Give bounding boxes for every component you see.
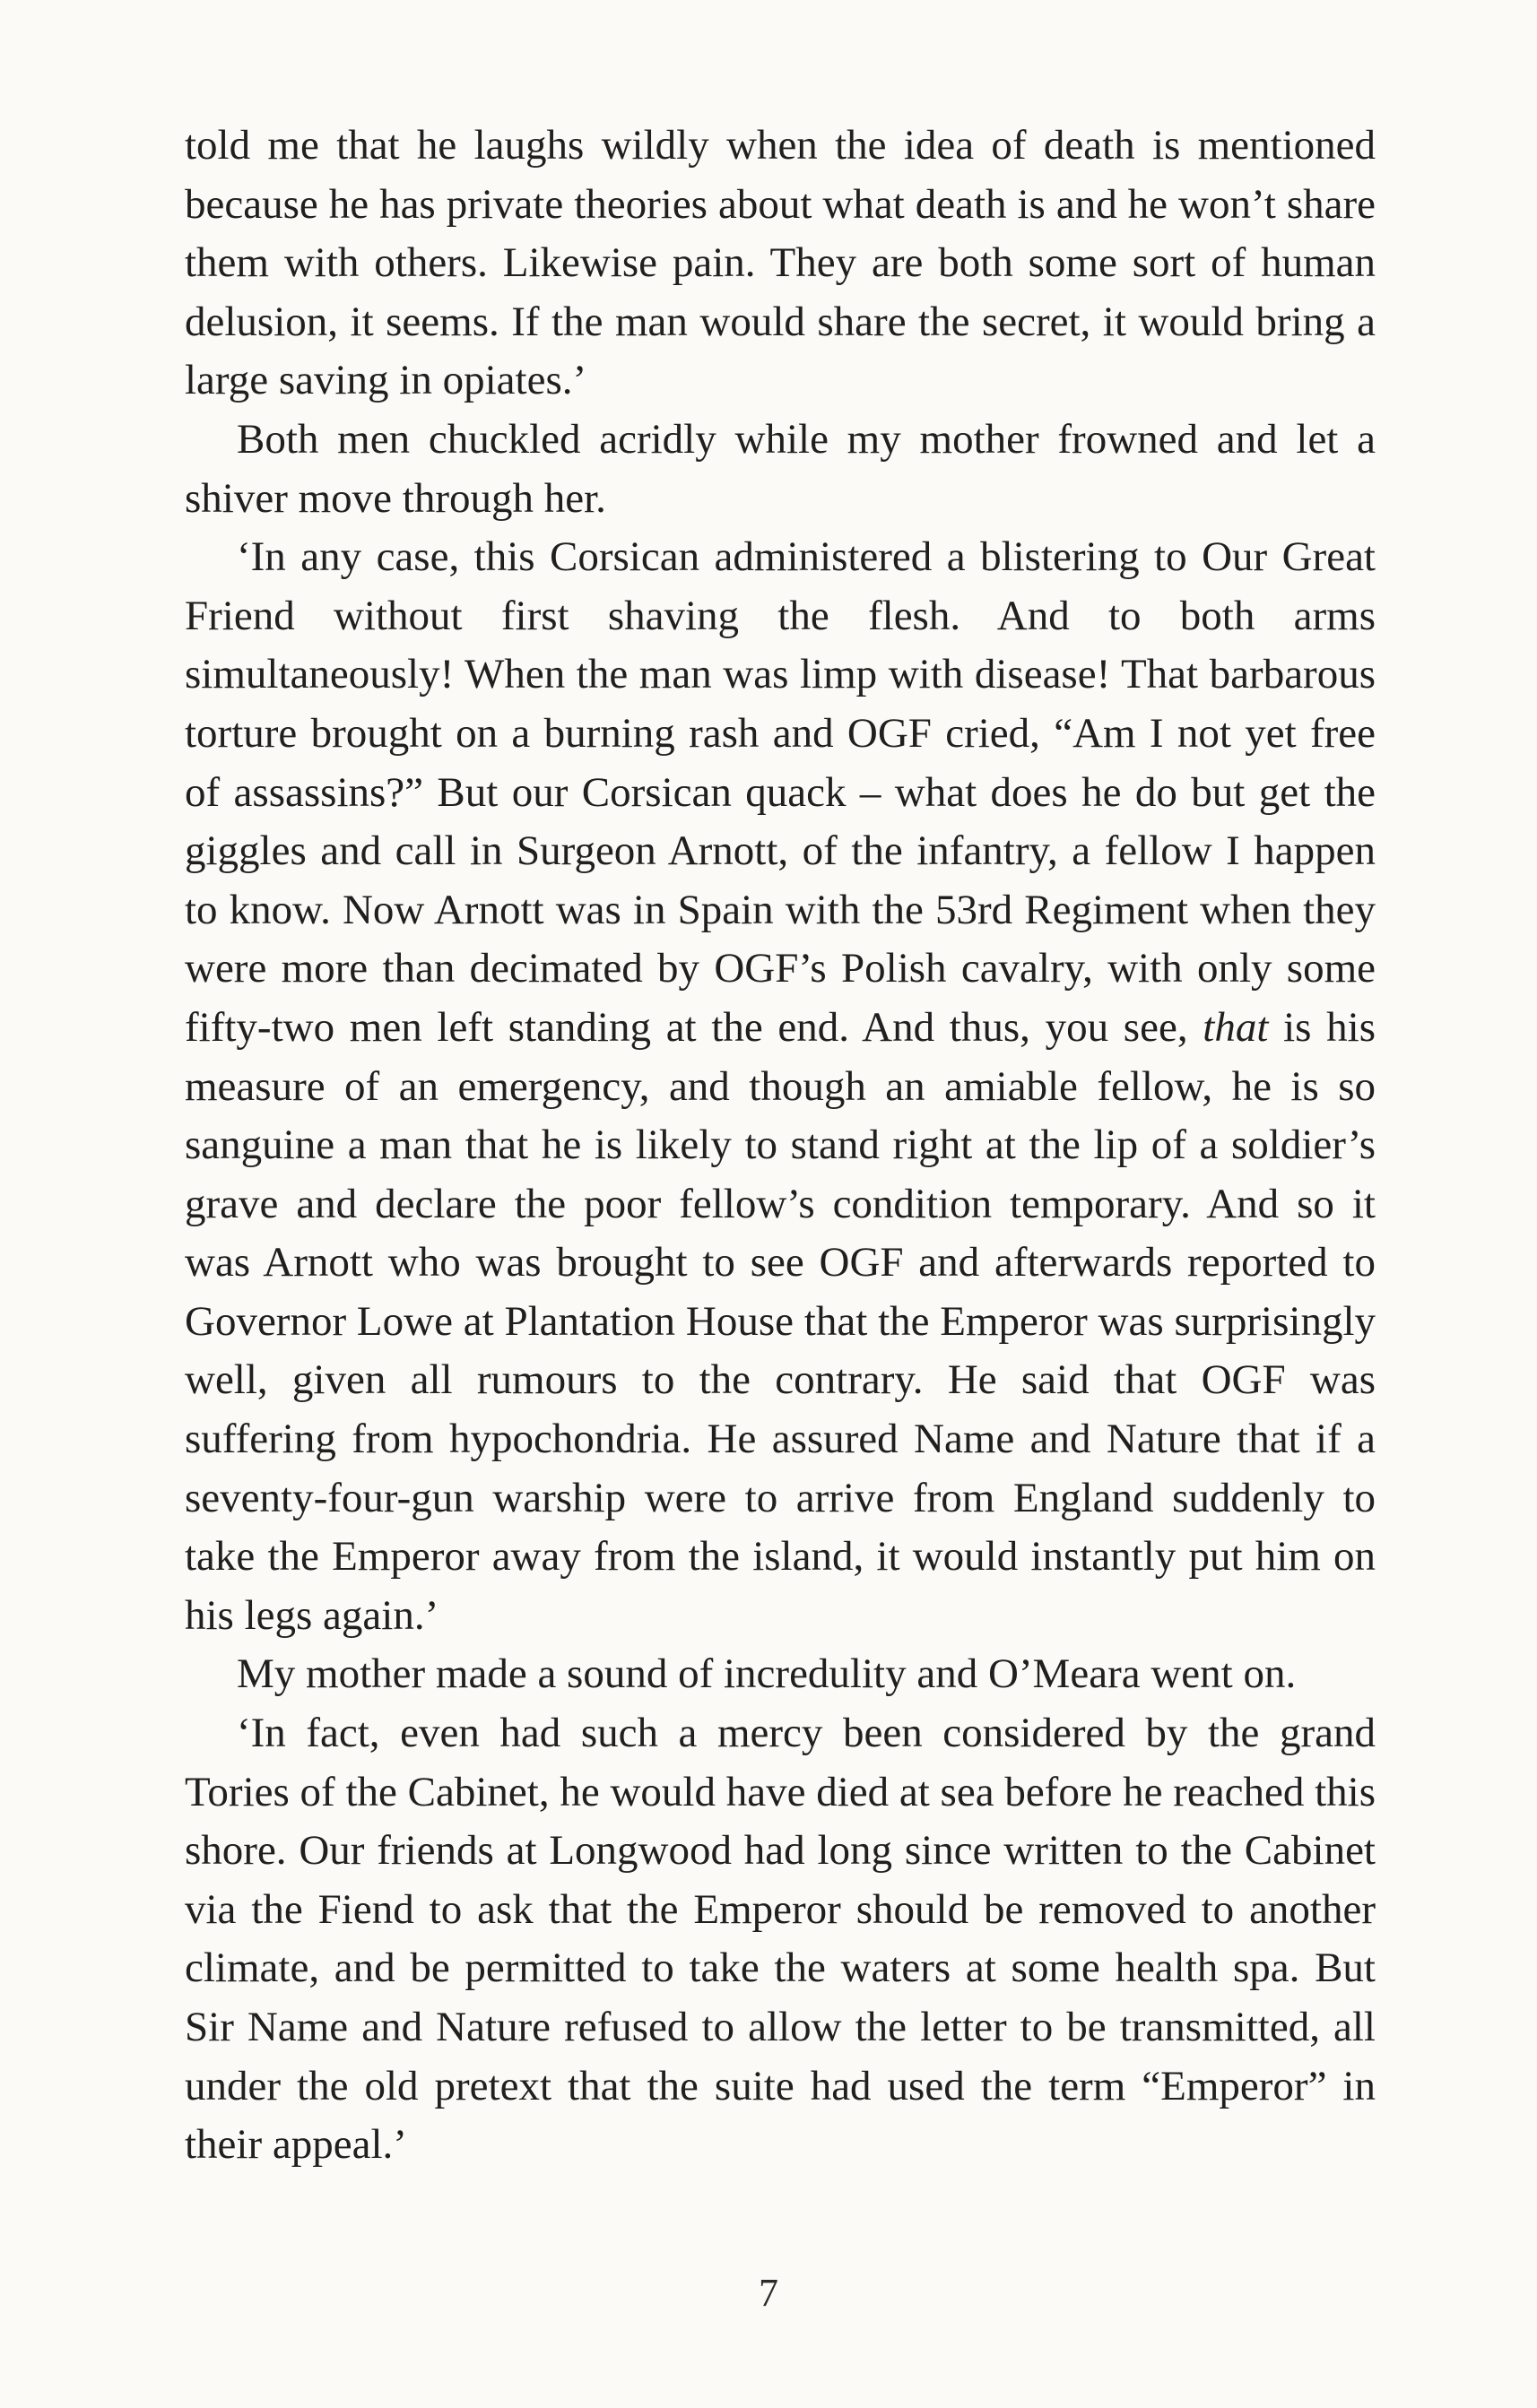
page-number: 7 [759,2271,778,2315]
paragraph-3-italic-word: that [1203,1003,1269,1051]
paragraph-2-text: Both men chuckled acridly while my mother frowned and let a shiver move through her. [185,415,1376,522]
paragraph-3-text-before: ‘In any case, this Corsican administered a blistering to Our Great Friend without first shaving the flesh. And to both arms simultaneously! When the man was limp with disease! That barbarous torture brought on a burning rash and OGF cried, “Am I not yet free of assassins?” But our Corsican quack – what does he do but get the giggles and call in Surgeon Arnott, of the infantry, a fellow I happen to know. Now Arnott was in Spain with the 53rd Regiment when they were more than decimated by OGF’s Polish cavalry, with only some fifty-two men left standing at the end. And thus, you see, [185,533,1376,1051]
paragraph-5 [185,1704,1376,2175]
paragraph-4-text: My mother made a sound of incredulity and O’Meara went on. [237,1650,1297,1698]
paragraph-5-text: ‘In fact, even had such a mercy been considered by the grand Tories of the Cabinet, he would have died at sea before he reached this shore. Our friends at Longwood had long since written to the Cabinet via the Fiend to ask that the Emperor should be removed to another climate, and be permitted to take the waters at some health spa. But Sir Name and Nature refused to allow the letter to be transmitted, all under the old pretext that the suite had used the term “Emperor” in their appeal.’ [185,1710,1376,2169]
body-text [185,117,1376,2175]
paragraph-3 [185,528,1376,1645]
paragraph-1-text: told me that he laughs wildly when the idea of death is mentioned because he has private theories about what death is and he won’t share them with others. Likewise pain. They are both some sort of human delusion, it seems. If the man would share the secret, it would bring a large saving in opiates.’ [185,122,1376,404]
paragraph-1 [185,117,1376,411]
paragraph-2 [185,411,1376,528]
paragraph-4 [185,1645,1376,1704]
paragraph-3-text-after: is his measure of an emergency, and though an amiable fellow, he is so sanguine a man that he is likely to stand right at the lip of a soldier’s grave and declare the poor fellow’s condition temporary. And so it was Arnott who was brought to see OGF and afterwards reported to Governor Lowe at Plantation House that the Emperor was surprisingly well, given all rumours to the contrary. He said that OGF was suffering from hypochondria. He assured Name and Nature that if a seventy-four-gun warship were to arrive from England suddenly to take the Emperor away from the island, it would instantly put him on his legs again.’ [185,1003,1376,1639]
